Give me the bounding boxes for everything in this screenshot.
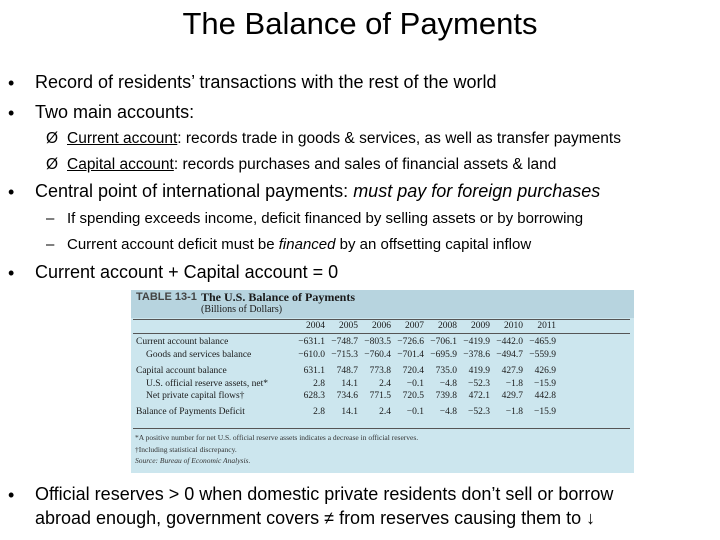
table-cell: −15.9 xyxy=(534,379,556,389)
dash-financed xyxy=(67,236,531,253)
capital-account-label: Capital account xyxy=(67,156,174,173)
row-label: Net private capital flows† xyxy=(146,391,245,401)
table-cell: −419.9 xyxy=(463,337,490,347)
bullet-marker: • xyxy=(8,182,15,202)
table-cell: 735.0 xyxy=(435,366,457,376)
divider xyxy=(133,319,630,320)
table-cell: 14.1 xyxy=(341,379,358,389)
capital-account-item xyxy=(67,156,556,174)
table-cell: 720.4 xyxy=(402,366,424,376)
row-label: Balance of Payments Deficit xyxy=(136,407,245,417)
table-title: The U.S. Balance of Payments xyxy=(201,290,355,304)
table-cell: −52.3 xyxy=(468,407,490,417)
table-cell: −631.1 xyxy=(298,337,325,347)
year-header: 2010 xyxy=(504,321,523,331)
table-cell: −442.0 xyxy=(496,337,523,347)
year-header: 2009 xyxy=(471,321,490,331)
table-cell: −701.4 xyxy=(397,350,424,360)
bullet-equation: Current account + Capital account = 0 xyxy=(35,262,339,282)
footnote: *A positive number for net U.S. official reserve assets indicates a decrease in official reserves. xyxy=(135,433,419,442)
table-cell: −695.9 xyxy=(430,350,457,360)
table-cell: 419.9 xyxy=(468,366,490,376)
bullet-two-accounts: Two main accounts: xyxy=(35,102,195,122)
year-header: 2004 xyxy=(306,321,325,331)
table-number: TABLE 13-1 xyxy=(136,291,197,303)
table-cell: −760.4 xyxy=(364,350,391,360)
year-header: 2005 xyxy=(339,321,358,331)
table-subtitle: (Billions of Dollars) xyxy=(201,304,283,315)
table-cell: 631.1 xyxy=(303,366,325,376)
central-point-text: Central point of international payments: xyxy=(35,181,354,201)
table-cell: 771.5 xyxy=(369,391,391,401)
table-cell: 427.9 xyxy=(501,366,523,376)
footnote-source: Source: Bureau of Economic Analysis. xyxy=(135,456,251,465)
table-cell: 472.1 xyxy=(468,391,490,401)
table-cell: −465.9 xyxy=(529,337,556,347)
bullet-marker: • xyxy=(8,73,15,93)
table-cell: −15.9 xyxy=(534,407,556,417)
central-point-emphasis: must pay for foreign purchases xyxy=(353,181,601,201)
current-account-item xyxy=(67,130,621,148)
table-cell: 773.8 xyxy=(369,366,391,376)
dash-financed-emph: financed xyxy=(278,236,336,253)
year-header: 2007 xyxy=(405,321,424,331)
dash-spending: If spending exceeds income, deficit financed by selling assets or by borrowing xyxy=(67,210,584,227)
table-cell: −706.1 xyxy=(430,337,457,347)
row-label: Capital account balance xyxy=(136,366,227,376)
dash-marker: – xyxy=(46,236,55,253)
table-cell: 734.6 xyxy=(336,391,358,401)
year-header: 2006 xyxy=(372,321,391,331)
table-cell: 426.9 xyxy=(534,366,556,376)
table-cell: 429.7 xyxy=(501,391,523,401)
table-cell: −1.8 xyxy=(505,379,523,389)
bullet-marker: • xyxy=(8,263,15,283)
table-cell: −559.9 xyxy=(529,350,556,360)
table-cell: −4.8 xyxy=(439,379,457,389)
table-cell: 748.7 xyxy=(336,366,358,376)
bullet-official-reserves-line1: Official reserves > 0 when domestic private residents don’t sell or borrow xyxy=(35,484,614,504)
arrow-marker: Ø xyxy=(46,130,59,147)
row-label: U.S. official reserve assets, net* xyxy=(146,379,268,389)
table-cell: −748.7 xyxy=(331,337,358,347)
table-cell: −0.1 xyxy=(406,379,424,389)
dash-financed-post: by an offsetting capital inflow xyxy=(335,236,532,253)
table-cell: −52.3 xyxy=(468,379,490,389)
table-header-band xyxy=(131,290,634,318)
table-cell: 739.8 xyxy=(435,391,457,401)
balance-of-payments-table xyxy=(131,290,634,473)
current-account-label: Current account xyxy=(67,130,178,147)
table-cell: −4.8 xyxy=(439,407,457,417)
table-cell: 2.8 xyxy=(313,407,325,417)
table-cell: −715.3 xyxy=(331,350,358,360)
table-cell: −0.1 xyxy=(406,407,424,417)
bullet-central-point xyxy=(35,181,600,202)
dash-financed-pre: Current account deficit must be xyxy=(67,236,279,253)
footnote: †Including statistical discrepancy. xyxy=(135,445,237,454)
table-cell: 442.8 xyxy=(534,391,556,401)
table-cell: 2.4 xyxy=(379,379,391,389)
bullet-marker: • xyxy=(8,485,15,505)
table-cell: 720.5 xyxy=(402,391,424,401)
dash-marker: – xyxy=(46,210,55,227)
table-cell: −378.6 xyxy=(463,350,490,360)
bullet-marker: • xyxy=(8,103,15,123)
bullet-official-reserves-line2: abroad enough, government covers ≠ from reserves causing them to ↓ xyxy=(35,508,596,528)
row-label: Current account balance xyxy=(136,337,229,347)
table-cell: −803.5 xyxy=(364,337,391,347)
capital-account-text: : records purchases and sales of financial assets & land xyxy=(173,156,557,173)
table-cell: −610.0 xyxy=(298,350,325,360)
year-header: 2008 xyxy=(438,321,457,331)
table-cell: 628.3 xyxy=(303,391,325,401)
table-cell: 14.1 xyxy=(341,407,358,417)
year-header: 2011 xyxy=(537,321,556,331)
table-cell: −494.7 xyxy=(496,350,523,360)
divider xyxy=(133,428,630,429)
table-cell: −726.6 xyxy=(397,337,424,347)
row-label: Goods and services balance xyxy=(146,350,252,360)
divider xyxy=(133,333,630,334)
table-cell: 2.4 xyxy=(379,407,391,417)
slide-title: The Balance of Payments xyxy=(182,6,538,41)
table-cell: 2.8 xyxy=(313,379,325,389)
current-account-text: : records trade in goods & services, as well as transfer payments xyxy=(177,130,621,147)
table-cell: −1.8 xyxy=(505,407,523,417)
bullet-residents: Record of residents’ transactions with the rest of the world xyxy=(35,72,497,92)
arrow-marker: Ø xyxy=(46,156,59,173)
